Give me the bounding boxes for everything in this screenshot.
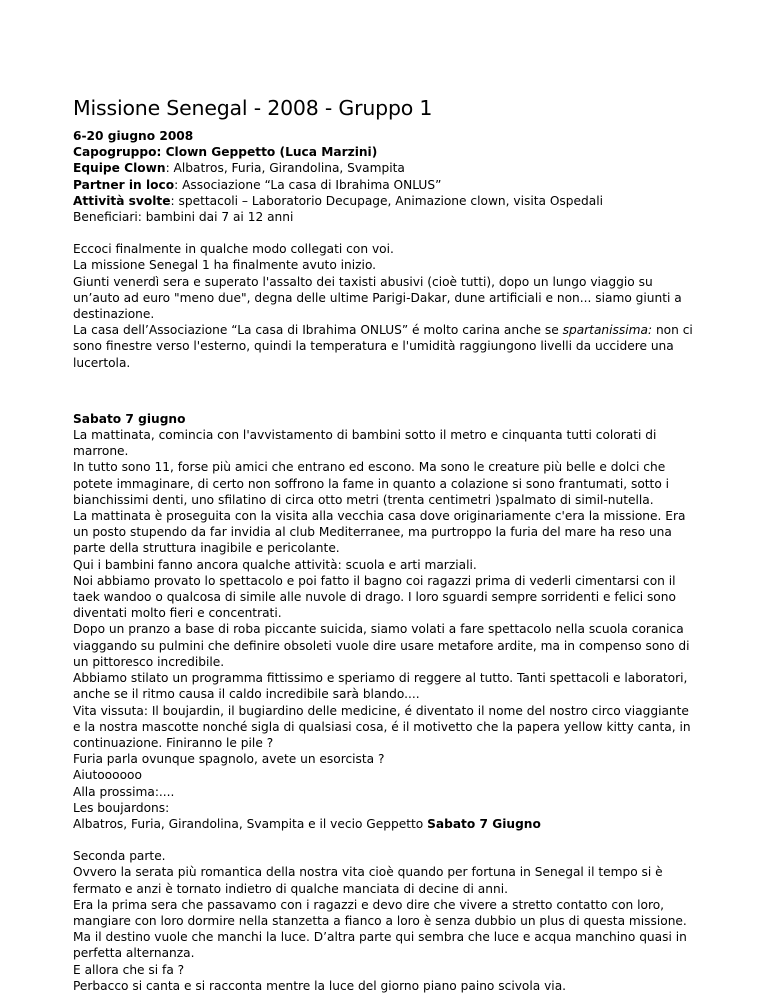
paragraph: Qui i bambini fanno ancora qualche attività: scuola e arti marziali. (73, 557, 477, 572)
mission-capogruppo: Capogruppo: Clown Geppetto (Luca Marzini) (73, 145, 378, 160)
partner-label: Partner in loco (73, 177, 175, 192)
paragraph: Les boujardons: (73, 800, 170, 815)
intro-line-4 (73, 322, 698, 371)
day1-section (73, 411, 698, 832)
document-page (73, 96, 698, 994)
paragraph: Vita vissuta: Il boujardin, il bugiardino delle medicine, é diventato il nome del nostro circo viaggiante e la nostra mascotte nonché sigla di qualsiasi cosa, é il motivetto che la papera yellow kitty canta, in continuazione. Finiranno le pile ? (73, 703, 691, 750)
day1-signoff (73, 816, 698, 832)
mission-attivita (73, 193, 698, 209)
mission-equipe (73, 160, 698, 176)
mission-info (73, 128, 698, 225)
intro-line-4-em: spartanissima: (562, 323, 653, 338)
equipe-label: Equipe Clown (73, 161, 166, 176)
paragraph: Dopo un pranzo a base di roba piccante suicida, siamo volati a fare spettacolo nella scuola coranica viaggando su pulmini che definire obsoleti vuole dire usare metafore ardite, ma in compenso sono di un pittoresco incredibile. (73, 622, 690, 669)
paragraph: Ma il destino vuole che manchi la luce. D’altra parte qui sembra che luce e acqua manchino quasi in perfetta alternanza. (73, 930, 687, 961)
mission-dates: 6-20 giugno 2008 (73, 129, 194, 143)
paragraph: Noi abbiamo provato lo spettacolo e poi fatto il bagno coi ragazzi prima di vederli cimentarsi con il taek wandoo o qualcosa di simile alle nuvole di drago. I loro sguardi sempre sorridenti e felici sono diventati molto fieri e concentrati. (73, 573, 676, 621)
day1-heading: Sabato 7 giugno (73, 411, 186, 426)
signoff-names: Albatros, Furia, Girandolina, Svampita e il vecio Geppetto (73, 816, 428, 831)
paragraph: Ovvero la serata più romantica della nostra vita cioè quando per fortuna in Senegal il tempo si è fermato e anzi è tornato indietro di qualche manciata di decine di anni. (73, 865, 663, 896)
mission-partner (73, 177, 698, 193)
intro-line-4-b: non ci sono finestre verso l'esterno, quindi la temperatura e l'umidità raggiungono livelli da uccidere una lucertola. (73, 323, 693, 370)
paragraph: Perbacco si canta e si racconta mentre la luce del giorno piano paino scivola via. (73, 978, 567, 993)
intro-line-2: La missione Senegal 1 ha finalmente avuto inizio. (73, 258, 377, 273)
attivita-label: Attività svolte (73, 193, 171, 208)
signoff-date: Sabato 7 Giugno (427, 816, 541, 831)
paragraph: Aiutoooooo (73, 768, 142, 783)
attivita-value: : spettacoli – Laboratorio Decupage, Animazione clown, visita Ospedali (170, 193, 603, 208)
paragraph: La mattinata è proseguita con la visita alla vecchia casa dove originariamente c'era la missione. Era un posto stupendo da far invidia al club Mediterranee, ma purtroppo la furia del mare ha reso una parte della struttura inagibile e pericolante. (73, 509, 686, 556)
paragraph: In tutto sono 11, forse più amici che entrano ed escono. Ma sono le creature più belle e dolci che potete immaginare, di certo non soffrono la fame in quanto a colazione si sono frantumati, sotto i bianchissimi denti, uno sfilatino di circa otto metri (trenta centimetri )spalmato di simil-nutella. (73, 460, 670, 507)
intro-line-3: Giunti venerdì sera e superato l'assalto dei taxisti abusivi (cioè tutti), dopo un lungo viaggio su un’auto ad euro "meno due", degna delle ultime Parigi-Dakar, dune artificiali e non... siamo giunti a destinazione. (73, 274, 682, 322)
part2-section (73, 848, 698, 994)
mission-beneficiari: Beneficiari: bambini dai 7 ai 12 anni (73, 210, 294, 225)
document-title: Missione Senegal - 2008 - Gruppo 1 (73, 96, 433, 120)
partner-value: : Associazione “La casa di Ibrahima ONLUS” (174, 177, 442, 192)
paragraph: Seconda parte. (73, 849, 166, 864)
intro-line-4-a: La casa dell’Associazione “La casa di Ibrahima ONLUS” é molto carina anche se (73, 323, 563, 338)
intro-line-1: Eccoci finalmente in qualche modo collegati con voi. (73, 242, 394, 257)
paragraph: Era la prima sera che passavamo con i ragazzi e devo dire che vivere a stretto contatto con loro, mangiare con loro dormire nella stanzetta a fianco a loro è senza dubbio un plus di questa missione. (73, 897, 687, 928)
paragraph: E allora che si fa ? (73, 962, 185, 977)
equipe-value: : Albatros, Furia, Girandolina, Svampita (165, 161, 405, 176)
paragraph: La mattinata, comincia con l'avvistamento di bambini sotto il metro e cinquanta tutti colorati di marrone. (73, 428, 657, 459)
paragraph: Abbiamo stilato un programma fittissimo e speriamo di reggere al tutto. Tanti spettacoli e laboratori, anche se il ritmo causa il caldo incredibile sarà blando.... (73, 671, 688, 702)
paragraph: Furia parla ovunque spagnolo, avete un esorcista ? (73, 752, 385, 767)
intro-section (73, 241, 698, 371)
paragraph: Alla prossima:.... (73, 784, 175, 799)
